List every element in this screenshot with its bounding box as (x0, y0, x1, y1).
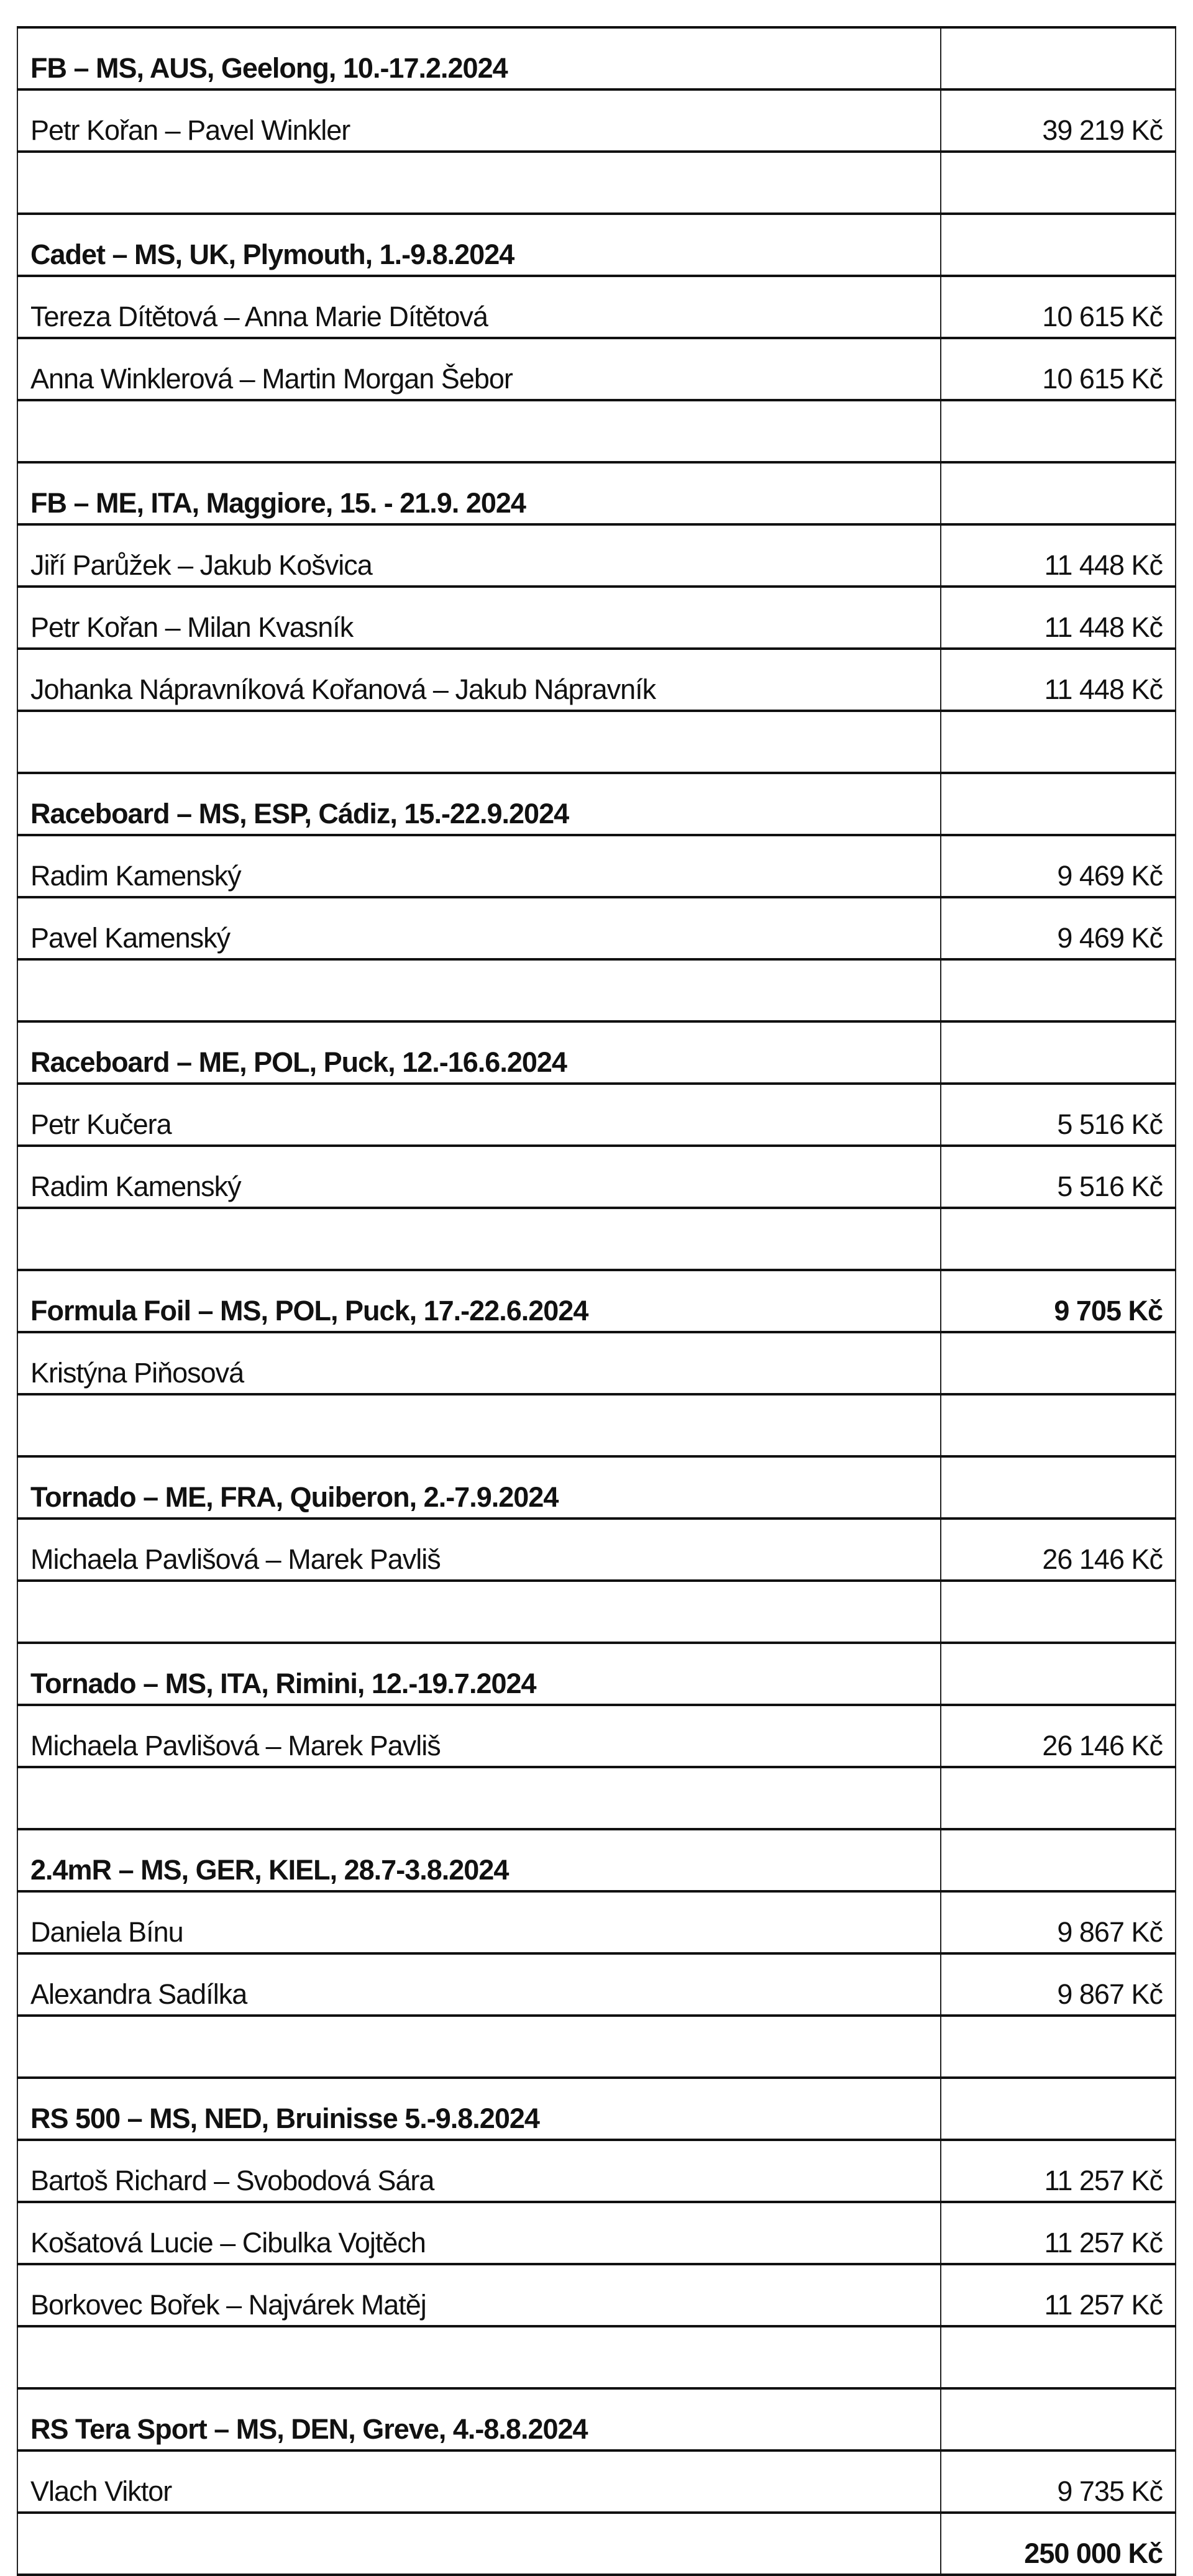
table-row (17, 587, 1176, 649)
amount-cell (941, 2326, 1176, 2388)
amount-cell (941, 1394, 1176, 1456)
participant-name: Johanka Nápravníková Kořanová – Jakub Nápravník (17, 649, 941, 711)
amount-cell: 10 615 Kč (941, 276, 1176, 338)
event-header-row (17, 214, 1176, 276)
amount-cell (941, 214, 1176, 276)
event-header-row (17, 1829, 1176, 1891)
amount-cell: 5 516 Kč (941, 1146, 1176, 1208)
table-row (17, 649, 1176, 711)
spacer-row (17, 1581, 1176, 1643)
amount-cell (941, 1643, 1176, 1705)
table-row (17, 1519, 1176, 1581)
amount-cell (941, 2078, 1176, 2140)
event-header-row (17, 1643, 1176, 1705)
event-title: FB – ME, ITA, Maggiore, 15. - 21.9. 2024 (17, 462, 941, 524)
amount-cell: 11 448 Kč (941, 587, 1176, 649)
amount-cell: 11 448 Kč (941, 524, 1176, 587)
event-title: Raceboard – MS, ESP, Cádiz, 15.-22.9.2024 (17, 773, 941, 835)
amount-cell: 11 257 Kč (941, 2264, 1176, 2326)
participant-name: Petr Kořan – Pavel Winkler (17, 89, 941, 152)
amount-cell (941, 400, 1176, 462)
amount-cell: 11 448 Kč (941, 649, 1176, 711)
spacer-row (17, 400, 1176, 462)
amount-cell: 9 705 Kč (941, 1270, 1176, 1332)
event-header-row (17, 27, 1176, 89)
event-title: Raceboard – ME, POL, Puck, 12.-16.6.2024 (17, 1021, 941, 1084)
table-row (17, 2202, 1176, 2264)
table-row (17, 524, 1176, 587)
event-title: Formula Foil – MS, POL, Puck, 17.-22.6.2024 (17, 1270, 941, 1332)
amount-cell (941, 711, 1176, 773)
participant-name: Pavel Kamenský (17, 897, 941, 959)
participant-name (17, 959, 941, 1021)
amount-cell (941, 1829, 1176, 1891)
amount-cell: 9 867 Kč (941, 1891, 1176, 1953)
spacer-row (17, 2326, 1176, 2388)
participant-name: Košatová Lucie – Cibulka Vojtěch (17, 2202, 941, 2264)
amount-cell: 26 146 Kč (941, 1705, 1176, 1767)
amount-cell (941, 152, 1176, 214)
participant-name: Anna Winklerová – Martin Morgan Šebor (17, 338, 941, 400)
participant-name (17, 2513, 941, 2575)
participant-name: Petr Kořan – Milan Kvasník (17, 587, 941, 649)
event-title: FB – MS, AUS, Geelong, 10.-17.2.2024 (17, 27, 941, 89)
participant-name: Tereza Dítětová – Anna Marie Dítětová (17, 276, 941, 338)
participant-name (17, 1394, 941, 1456)
amount-cell: 10 615 Kč (941, 338, 1176, 400)
event-title: Tornado – MS, ITA, Rimini, 12.-19.7.2024 (17, 1643, 941, 1705)
participant-name (17, 152, 941, 214)
amount-cell (941, 1456, 1176, 1519)
table-row (17, 1146, 1176, 1208)
participant-name: Petr Kučera (17, 1084, 941, 1146)
table-row (17, 1891, 1176, 1953)
table-row (17, 2264, 1176, 2326)
spacer-row (17, 1394, 1176, 1456)
funding-table (17, 26, 1176, 2576)
table-row (17, 276, 1176, 338)
amount-cell: 9 469 Kč (941, 897, 1176, 959)
event-header-row (17, 1021, 1176, 1084)
amount-cell: 11 257 Kč (941, 2140, 1176, 2202)
participant-name (17, 2016, 941, 2078)
event-title: 2.4mR – MS, GER, KIEL, 28.7-3.8.2024 (17, 1829, 941, 1891)
amount-cell: 39 219 Kč (941, 89, 1176, 152)
participant-name: Radim Kamenský (17, 835, 941, 897)
event-header-row (17, 1270, 1176, 1332)
amount-cell (941, 1208, 1176, 1270)
participant-name (17, 1581, 941, 1643)
amount-cell (941, 1332, 1176, 1394)
event-header-row (17, 462, 1176, 524)
amount-cell (941, 1767, 1176, 1829)
event-header-row (17, 1456, 1176, 1519)
amount-cell: 11 257 Kč (941, 2202, 1176, 2264)
amount-cell: 5 516 Kč (941, 1084, 1176, 1146)
spacer-row (17, 959, 1176, 1021)
participant-name (17, 2326, 941, 2388)
table-row (17, 897, 1176, 959)
spacer-row (17, 2016, 1176, 2078)
table-row (17, 1705, 1176, 1767)
participant-name: Radim Kamenský (17, 1146, 941, 1208)
participant-name: Vlach Viktor (17, 2450, 941, 2513)
table-row (17, 338, 1176, 400)
amount-cell (941, 773, 1176, 835)
participant-name (17, 1208, 941, 1270)
amount-cell (941, 27, 1176, 89)
funding-table-body (17, 27, 1176, 2575)
table-row (17, 2450, 1176, 2513)
amount-cell (941, 1021, 1176, 1084)
participant-name: Jiří Parůžek – Jakub Košvica (17, 524, 941, 587)
total-row (17, 2513, 1176, 2575)
spacer-row (17, 1767, 1176, 1829)
event-header-row (17, 773, 1176, 835)
amount-cell (941, 1581, 1176, 1643)
event-title: RS 500 – MS, NED, Bruinisse 5.-9.8.2024 (17, 2078, 941, 2140)
amount-cell (941, 2016, 1176, 2078)
participant-name (17, 711, 941, 773)
participant-name (17, 400, 941, 462)
table-row (17, 1332, 1176, 1394)
table-row (17, 89, 1176, 152)
amount-cell: 9 735 Kč (941, 2450, 1176, 2513)
participant-name: Borkovec Bořek – Najvárek Matěj (17, 2264, 941, 2326)
table-row (17, 1084, 1176, 1146)
amount-cell (941, 462, 1176, 524)
participant-name: Alexandra Sadílka (17, 1953, 941, 2016)
participant-name: Michaela Pavlišová – Marek Pavliš (17, 1519, 941, 1581)
participant-name: Michaela Pavlišová – Marek Pavliš (17, 1705, 941, 1767)
spacer-row (17, 152, 1176, 214)
participant-name: Daniela Bínu (17, 1891, 941, 1953)
amount-cell (941, 2388, 1176, 2450)
event-header-row (17, 2078, 1176, 2140)
table-row (17, 2140, 1176, 2202)
event-title: Cadet – MS, UK, Plymouth, 1.-9.8.2024 (17, 214, 941, 276)
spacer-row (17, 711, 1176, 773)
event-title: RS Tera Sport – MS, DEN, Greve, 4.-8.8.2024 (17, 2388, 941, 2450)
spacer-row (17, 1208, 1176, 1270)
event-title: Tornado – ME, FRA, Quiberon, 2.-7.9.2024 (17, 1456, 941, 1519)
event-header-row (17, 2388, 1176, 2450)
amount-cell: 26 146 Kč (941, 1519, 1176, 1581)
amount-cell: 9 469 Kč (941, 835, 1176, 897)
participant-name: Kristýna Piňosová (17, 1332, 941, 1394)
amount-cell: 9 867 Kč (941, 1953, 1176, 2016)
table-row (17, 1953, 1176, 2016)
total-amount: 250 000 Kč (941, 2513, 1176, 2575)
amount-cell (941, 959, 1176, 1021)
participant-name (17, 1767, 941, 1829)
participant-name: Bartoš Richard – Svobodová Sára (17, 2140, 941, 2202)
table-row (17, 835, 1176, 897)
